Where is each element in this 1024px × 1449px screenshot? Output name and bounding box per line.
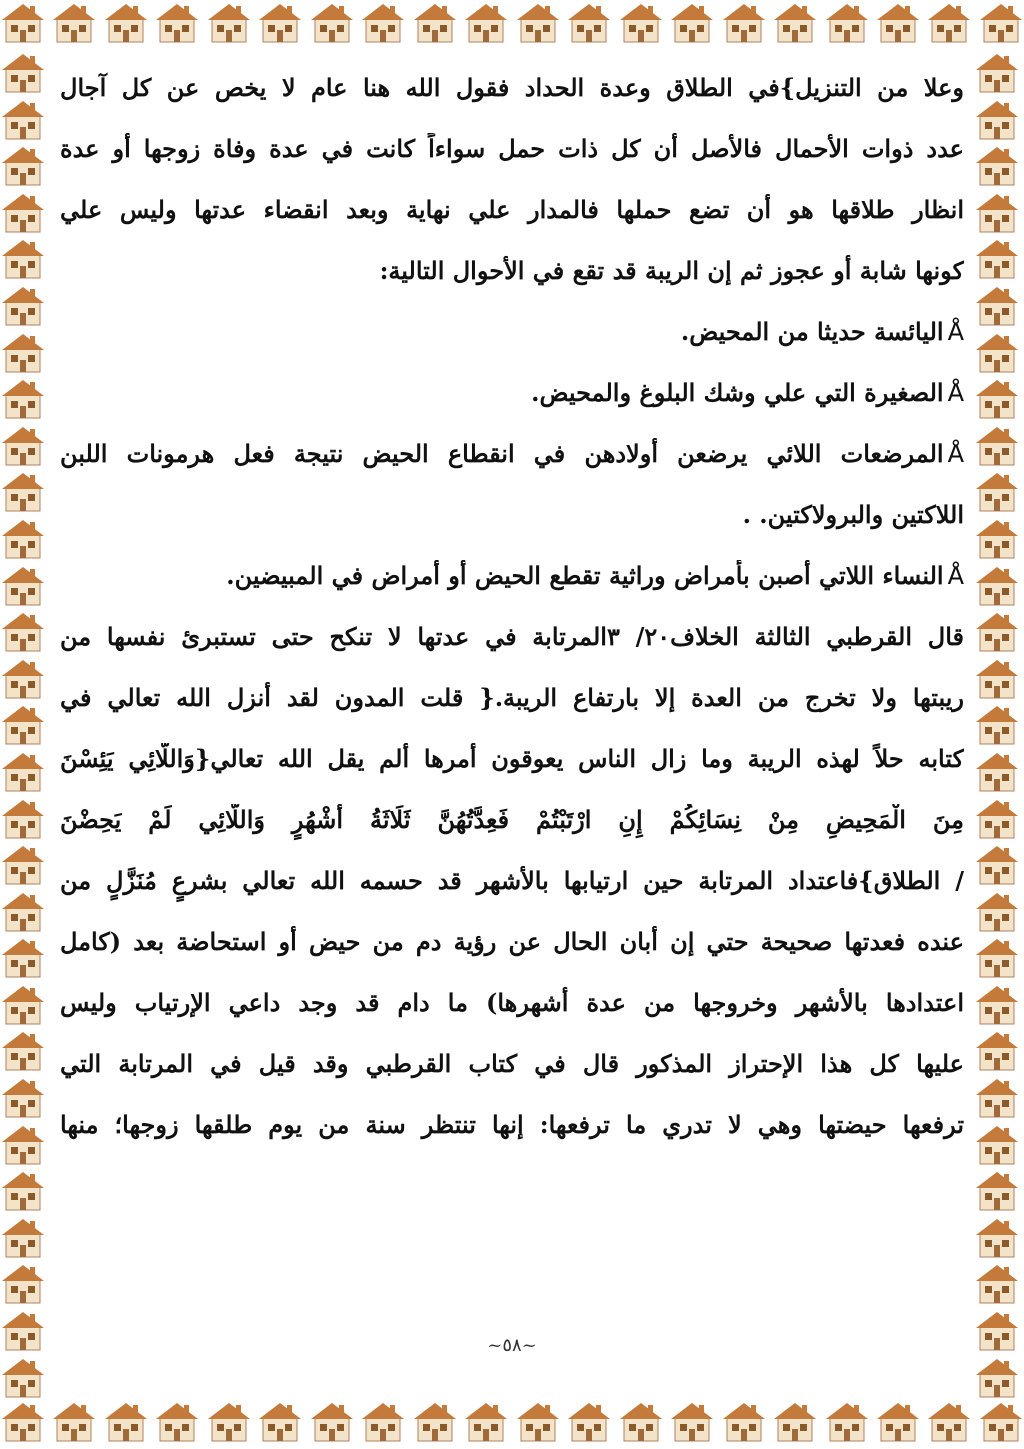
top-border [0, 0, 1024, 50]
house-icon [0, 1122, 46, 1166]
list-item: Å المرضعات اللائي يرضعن أولادهن في انقطاع الحيض نتيجة فعل هرمونات اللبن [60, 438, 964, 499]
house-icon [974, 236, 1020, 280]
house-icon [515, 0, 561, 44]
house-icon [0, 1168, 46, 1212]
house-icon [974, 1075, 1020, 1119]
house-icon [257, 0, 303, 44]
house-icon [974, 283, 1020, 327]
house-icon [515, 1399, 561, 1443]
house-icon [51, 0, 97, 44]
house-icon [0, 469, 46, 513]
house-icon [974, 190, 1020, 234]
house-icon [0, 796, 46, 840]
house-icon [875, 1399, 921, 1443]
house-icon [974, 143, 1020, 187]
house-icon [566, 1399, 612, 1443]
house-icon [721, 0, 767, 44]
bottom-border [0, 1399, 1024, 1449]
house-icon [0, 842, 46, 886]
text-line: قال القرطبي الثالثة الخلاف٢٠/ ٣المرتابة في عدتها لا تنكح حتى تستبرئ نفسها من [60, 622, 964, 651]
house-icon [0, 236, 46, 280]
text-line: وعلا من التنزيل}في الطلاق وعدة الحداد فقول الله هنا عام لا يخص عن كل آجال [60, 73, 964, 102]
text-line: عليها كل هذا الإحتراز المذكور قال في كتاب القرطبي وقد قيل في المرتابة التي [60, 1049, 964, 1078]
house-icon [154, 1399, 200, 1443]
house-icon [974, 50, 1020, 94]
house-icon [974, 842, 1020, 886]
text-line: ترفعها حيضتها وهي لا تدري ما ترفعها: إنها تنتظر سنة من يوم طلقها زوجها؛ منها [60, 1110, 964, 1139]
house-icon [0, 330, 46, 374]
house-icon [51, 1399, 97, 1443]
text-line: انظار طلاقها هو أن تضع حملها فالمدار علي نهاية وبعد انقضاء عدتها وليس علي [60, 195, 964, 224]
house-icon [974, 1261, 1020, 1305]
house-icon [0, 0, 46, 44]
house-icon [103, 0, 149, 44]
house-icon [974, 889, 1020, 933]
house-icon [0, 656, 46, 700]
house-icon [974, 609, 1020, 653]
house-icon [669, 1399, 715, 1443]
house-icon [618, 0, 664, 44]
right-border [974, 50, 1024, 1399]
house-icon [974, 702, 1020, 746]
house-icon [669, 0, 715, 44]
house-icon [974, 982, 1020, 1026]
house-icon [0, 50, 46, 94]
house-icon [566, 0, 612, 44]
house-icon [0, 1399, 46, 1443]
house-icon [974, 330, 1020, 374]
house-icon [974, 749, 1020, 793]
text-line: كتابه حلاً لهذه الريبة وما زال الناس يعوقون أمرها ألم يقل الله تعالي{وَاللَّائِي يَئِسْنَ [60, 744, 964, 773]
house-icon [103, 1399, 149, 1443]
left-border [0, 50, 50, 1399]
house-icon [875, 0, 921, 44]
house-icon [0, 749, 46, 793]
text-line: عدد ذوات الأحمال فالأصل أن كل ذات حمل سواءاً كانت في عدة وفاة زوجها أو عدة [60, 134, 964, 163]
house-icon [721, 1399, 767, 1443]
house-icon [154, 0, 200, 44]
house-icon [974, 376, 1020, 420]
house-icon [974, 516, 1020, 560]
house-icon [974, 1122, 1020, 1166]
house-icon [309, 1399, 355, 1443]
house-icon [974, 935, 1020, 979]
house-icon [0, 889, 46, 933]
house-icon [926, 1399, 972, 1443]
house-icon [0, 1215, 46, 1259]
house-icon [974, 469, 1020, 513]
house-icon [978, 1399, 1024, 1443]
house-icon [0, 609, 46, 653]
house-icon [824, 0, 870, 44]
house-icon [0, 190, 46, 234]
house-icon [206, 0, 252, 44]
house-icon [926, 0, 972, 44]
house-icon [824, 1399, 870, 1443]
page-body [60, 72, 964, 1170]
text-line: ريبتها ولا تخرج من العدة إلا بارتفاع الريبة.{ قلت المدون لقد أنزل الله تعالي في [60, 683, 964, 712]
house-icon [974, 563, 1020, 607]
quran-verse-line: مِنَ الْمَحِيضِ مِنْ نِسَائِكُمْ إِنِ ارْتَبْتُمْ فَعِدَّتُهُنَّ ثَلَاثَةُ أَشْهُرٍ وَاللَّائِي لَمْ يَحِضْنَ [60, 805, 964, 834]
list-item: Å اليائسة حديثا من المحيض. [60, 316, 964, 377]
house-icon [974, 97, 1020, 141]
house-icon [974, 1028, 1020, 1072]
house-icon [0, 143, 46, 187]
house-icon [0, 423, 46, 467]
text-line: اللاكتين والبرولاكتين. . [742, 500, 964, 529]
house-icon [0, 563, 46, 607]
house-icon [0, 1261, 46, 1305]
house-icon [0, 516, 46, 560]
house-icon [206, 1399, 252, 1443]
house-icon [309, 0, 355, 44]
house-icon [0, 97, 46, 141]
house-icon [974, 796, 1020, 840]
house-icon [978, 0, 1024, 44]
house-icon [974, 1355, 1020, 1399]
house-icon [463, 1399, 509, 1443]
house-icon [0, 1355, 46, 1399]
house-icon [360, 1399, 406, 1443]
house-icon [974, 1215, 1020, 1259]
page-number: ~٥٨~ [487, 1335, 537, 1356]
text-line: عنده فعدتها صحيحة حتي إن أبان الحال عن رؤية دم من حيض أو استحاضة بعد (كامل [60, 927, 964, 956]
house-icon [0, 1028, 46, 1072]
house-icon [0, 376, 46, 420]
house-icon [463, 0, 509, 44]
house-icon [257, 1399, 303, 1443]
text-line: / الطلاق}فاعتداد المرتابة حين ارتيابها بالأشهر قد حسمه الله تعالي بشرعٍ مُنَزَّلٍ من [60, 866, 964, 895]
house-icon [974, 1168, 1020, 1212]
text-line: اعتدادها بالأشهر وخروجها من عدة أشهرها) ما دام قد وجد داعي الإرتياب وليس [60, 988, 964, 1017]
house-icon [974, 656, 1020, 700]
house-icon [0, 935, 46, 979]
text-line: كونها شابة أو عجوز ثم إن الريبة قد تقع في الأحوال التالية: [379, 256, 964, 285]
house-icon [0, 1075, 46, 1119]
house-icon [618, 1399, 664, 1443]
list-item: Å النساء اللاتي أصبن بأمراض وراثية تقطع الحيض أو أمراض في المبيضين. [60, 560, 964, 621]
house-icon [0, 982, 46, 1026]
house-icon [772, 0, 818, 44]
house-icon [360, 0, 406, 44]
house-icon [974, 423, 1020, 467]
house-icon [772, 1399, 818, 1443]
list-item: Å الصغيرة التي علي وشك البلوغ والمحيض. [60, 377, 964, 438]
house-icon [0, 702, 46, 746]
house-icon [412, 1399, 458, 1443]
house-icon [0, 283, 46, 327]
house-icon [412, 0, 458, 44]
